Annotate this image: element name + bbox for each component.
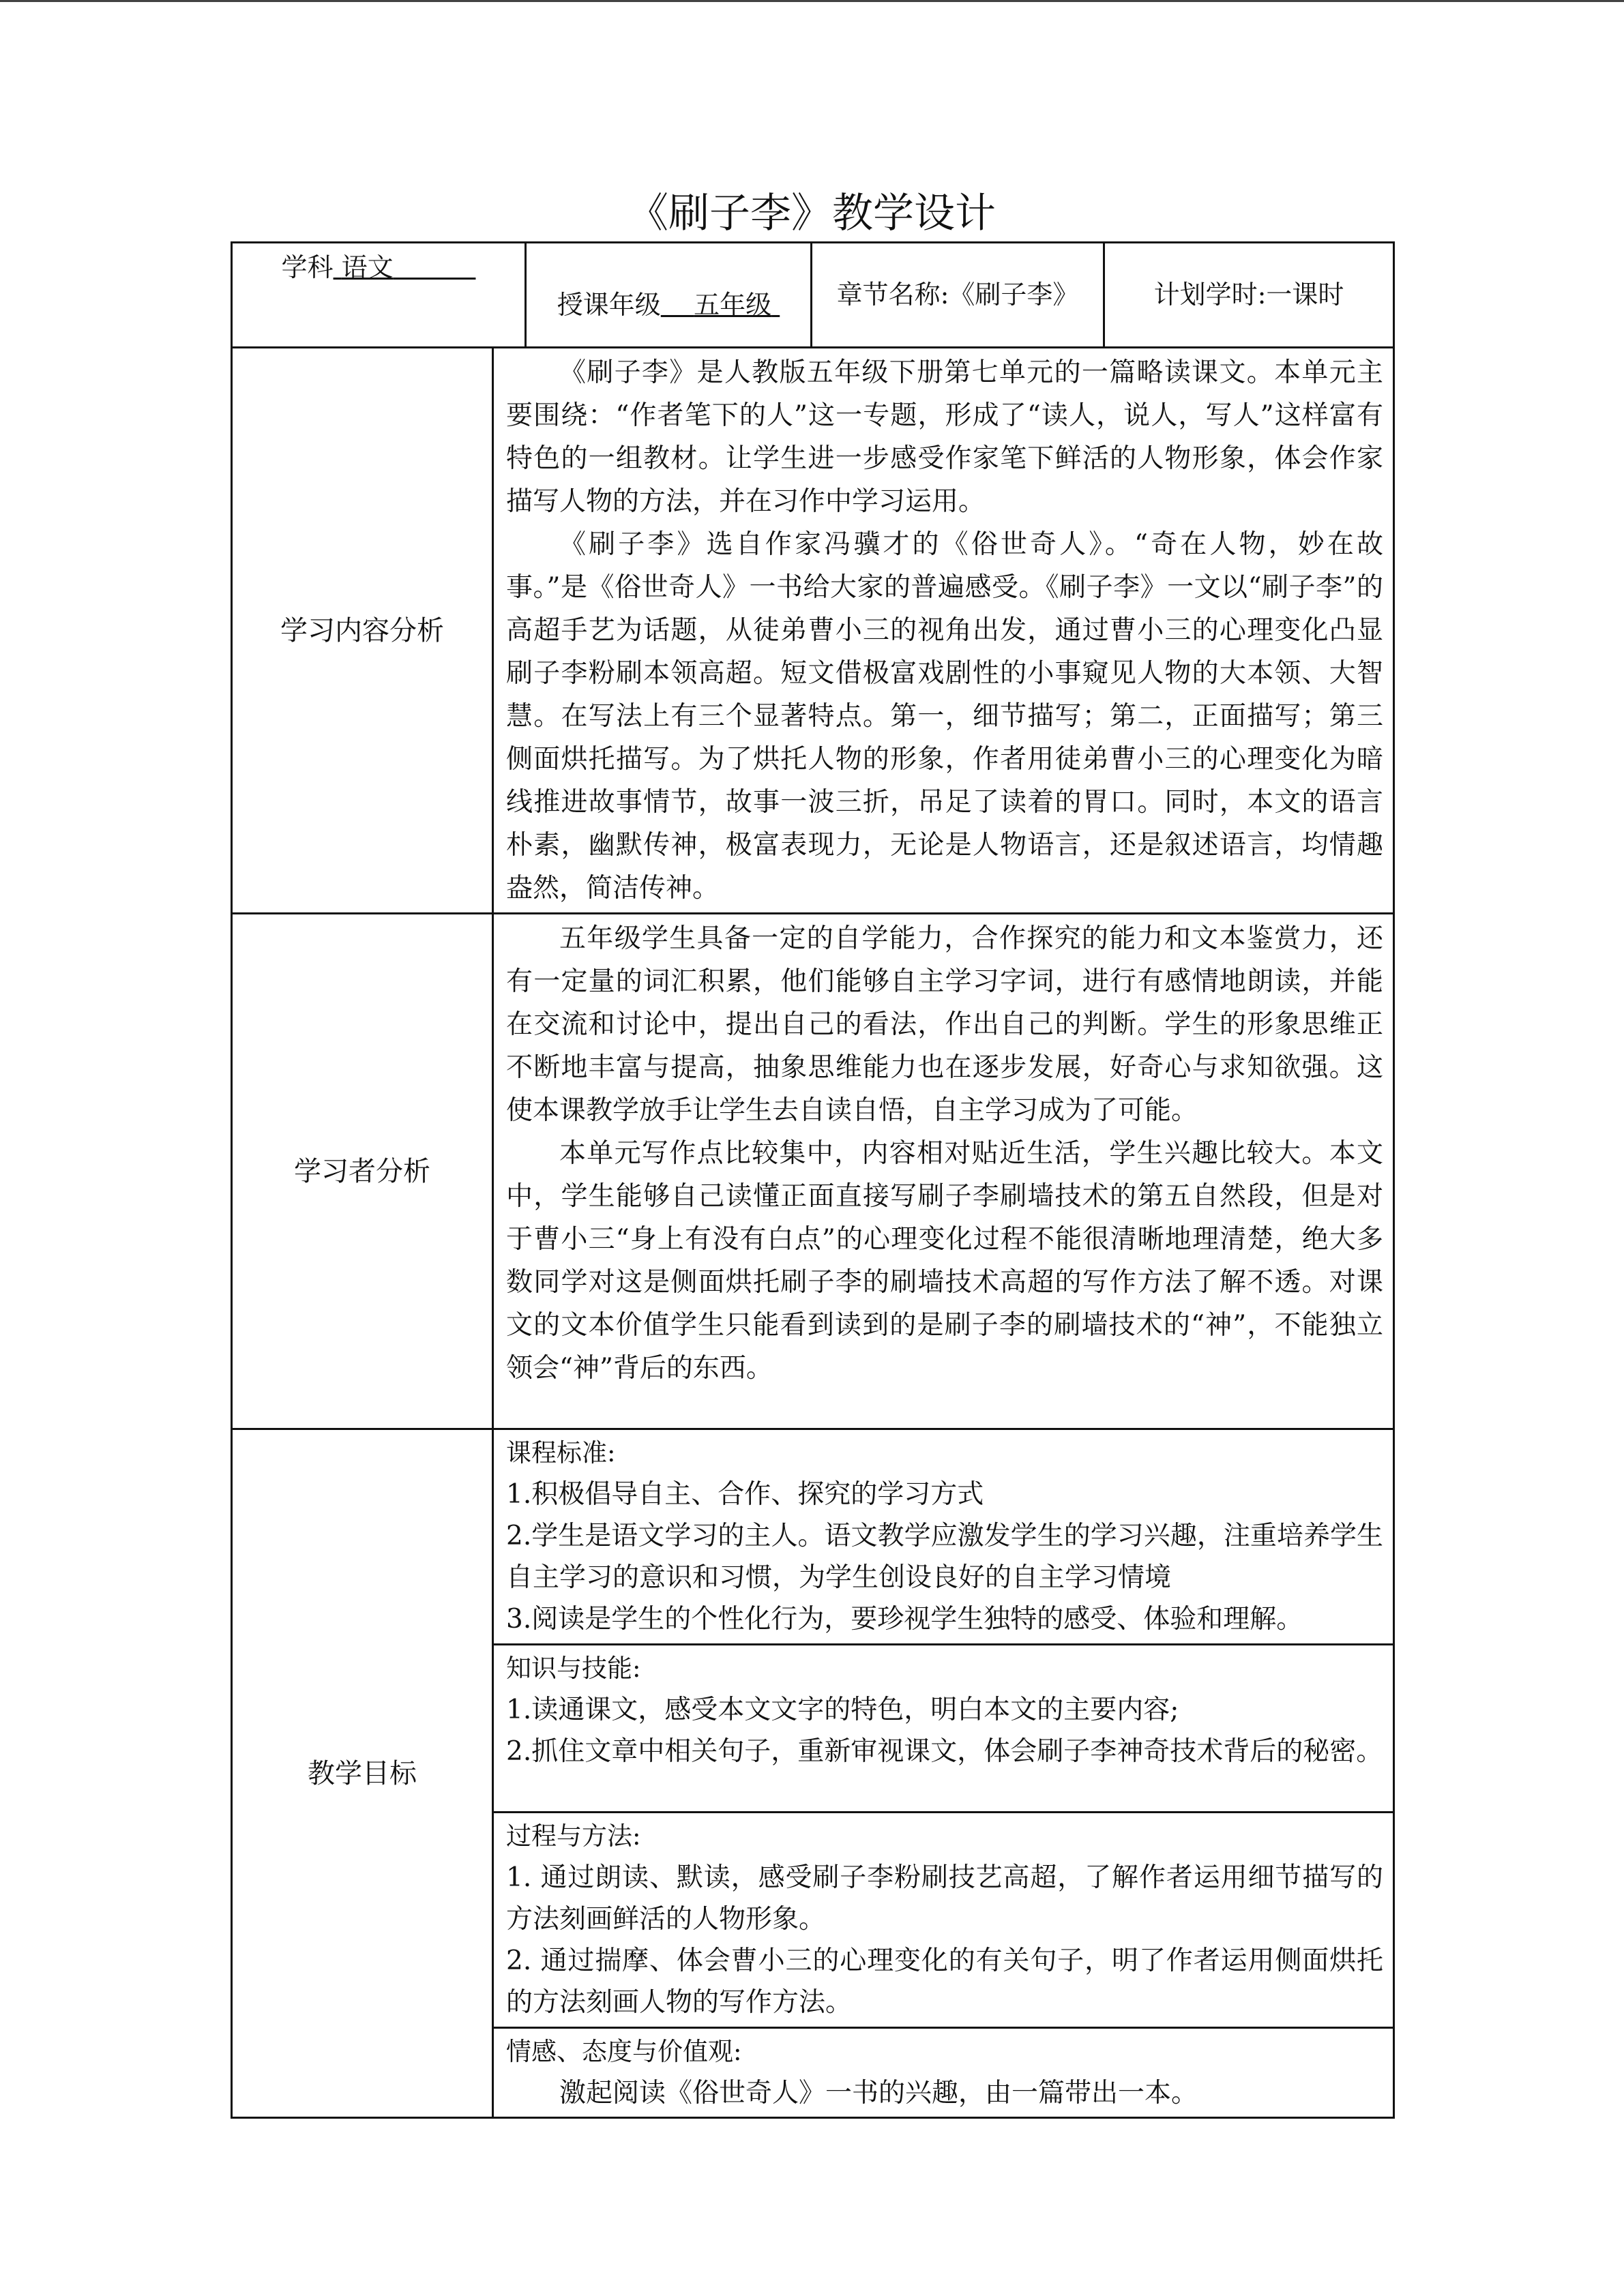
process-cell [493,1813,1394,2028]
standards-cell [493,1429,1394,1645]
document-title: 《刷子李》教学设计 [628,190,996,237]
learner-analysis-cell [493,914,1394,1429]
subject-label: 学科 [281,252,334,282]
values-cell [493,2028,1394,2118]
planned-hours: 计划学时:一课时 [1153,280,1344,310]
chapter-name: 章节名称:《刷子李》 [836,280,1079,310]
learner-analysis-paragraph: 五年级学生具备一定的自学能力，合作探究的能力和文本鉴赏力，还有一定量的词汇积累，他们能够自主学习字词，进行有感情地朗读，并能在交流和讨论中，提出自己的看法，作出自己的判断。学生的形象思维正不断地丰富与提高，抽象思维能力也在逐步发展，好奇心与求知欲强。这使本课教学放手让学生去自读自悟，自主学习成为了可能。 [506,923,1384,1126]
content-analysis-row [232,348,1394,914]
learner-analysis-label: 学习者分析 [232,914,493,1429]
lesson-plan-table [231,241,1395,2119]
standards-item: 2.学生是语文学习的主人。语文教学应激发学生的学习兴趣，注重培养学生自主学习的意识和习惯，为学生创设良好的自主学习情境 [506,1521,1384,1593]
grade-label: 授课年级 [557,290,661,320]
top-border-rule [0,0,1624,2]
process-heading: 过程与方法: [506,1821,641,1851]
values-heading: 情感、态度与价值观: [506,2037,742,2066]
learner-analysis-paragraph: 本单元写作点比较集中，内容相对贴近生活，学生兴趣比较大。本文中，学生能够自己读懂正面直接写刷子李刷墙技术的第五自然段，但是对于曹小三“身上有没有白点”的心理变化过程不能很清晰地理清楚，绝大多数同学对这是侧面烘托刷子李的刷墙技术高超的写作方法了解不透。对课文的文本价值学生只能看到读到的是刷子李的刷墙技术的“神”，不能独立领会“神”背后的东西。 [506,1138,1384,1384]
hours-cell [1104,243,1394,348]
standards-item: 1.积极倡导自主、合作、探究的学习方式 [506,1479,984,1510]
knowledge-item: 2.抓住文章中相关句子，重新审视课文，体会刷子李神奇技术背后的秘密。 [506,1736,1383,1767]
learner-analysis-row [232,914,1394,1429]
content-analysis-cell [493,348,1394,914]
standards-heading: 课程标准: [506,1438,616,1467]
grade-cell [526,243,812,348]
objectives-label: 教学目标 [232,1429,493,2118]
standards-item: 3.阅读是学生的个性化行为，要珍视学生独特的感受、体验和理解。 [506,1604,1303,1635]
grade-value: 五年级 [694,290,772,320]
knowledge-heading: 知识与技能: [506,1654,641,1683]
values-item: 激起阅读《俗世奇人》一书的兴趣，由一篇带出一本。 [559,2078,1198,2108]
subject-cell [232,243,526,348]
subject-value: 语文 [341,252,394,282]
objectives-standards-row [232,1429,1394,1645]
content-analysis-paragraph: 《刷子李》是人教版五年级下册第七单元的一篇略读课文。本单元主要围绕：“作者笔下的人”这一专题，形成了“读人，说人，写人”这样富有特色的一组教材。让学生进一步感受作家笔下鲜活的人物形象，体会作家描写人物的方法，并在习作中学习运用。 [506,357,1384,517]
process-item: 1. 通过朗读、默读，感受刷子李粉刷技艺高超，了解作者运用细节描写的方法刻画鲜活的人物形象。 [506,1862,1384,1935]
content-analysis-paragraph: 《刷子李》选自作家冯骥才的《俗世奇人》。“奇在人物，妙在故事。”是《俗世奇人》一书给大家的普遍感受。《刷子李》一文以“刷子李”的高超手艺为话题，从徒弟曹小三的视角出发，通过曹小三的心理变化凸显刷子李粉刷本领高超。短文借极富戏剧性的小事窥见人物的大本领、大智慧。在写法上有三个显著特点。第一，细节描写；第二，正面描写；第三侧面烘托描写。为了烘托人物的形象，作者用徒弟曹小三的心理变化为暗线推进故事情节，故事一波三折，吊足了读着的胃口。同时，本文的语言朴素，幽默传神，极富表现力，无论是人物语言，还是叙述语言，均情趣盎然，简洁传神。 [506,529,1384,904]
chapter-cell [812,243,1104,348]
knowledge-item: 1.读通课文，感受本文文字的特色，明白本文的主要内容; [506,1695,1179,1725]
process-item: 2. 通过揣摩、体会曹小三的心理变化的有关句子，明了作者运用侧面烘托的方法刻画人物的写作方法。 [506,1945,1384,2018]
knowledge-cell [493,1645,1394,1813]
content-analysis-label: 学习内容分析 [232,348,493,914]
header-row [232,243,1394,348]
